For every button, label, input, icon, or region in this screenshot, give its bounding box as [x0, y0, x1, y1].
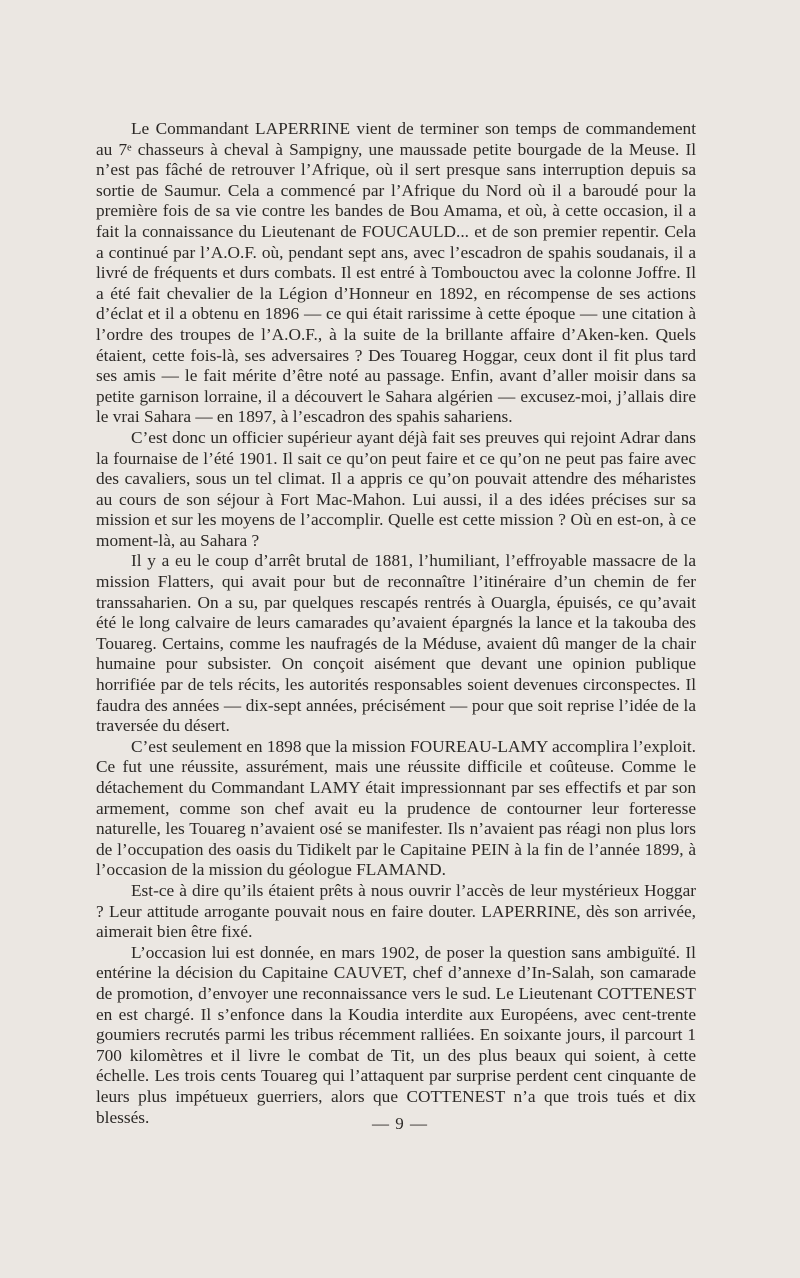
paragraph-6: L’occasion lui est donnée, en mars 1902, de poser la question sans ambiguïté. Il entérine la décision du Capitaine CAUVET, chef d’annexe d’In-Salah, son camarade de promotion, d’envoyer une reconnaissance vers le sud. Le Lieutenant COTTENEST en est chargé. Il s’enfonce dans la Koudia interdite aux Européens, avec cent-trente goumiers recrutés parmi les tribus récemment ralliées. En soixante jours, il parcourt 1 700 kilomètres et il livre le combat de Tit, un des plus beaux qui soient, à cette échelle. Les trois cents Touareg qui l’attaquent par surprise perdent cent cinquante de leurs plus impétueux guerriers, alors que COTTENEST n’a que trois tués et dix blessés.	[96, 942, 696, 1127]
body-text	[96, 119, 696, 1128]
paragraph-5: Est-ce à dire qu’ils étaient prêts à nous ouvrir l’accès de leur mystérieux Hoggar ? Leur attitude arrogante pouvait nous en faire douter. LAPERRINE, dès son arrivée, aimerait bien être fixé.	[96, 880, 696, 942]
paragraph-3: Il y a eu le coup d’arrêt brutal de 1881, l’humiliant, l’effroyable massacre de la mission Flatters, qui avait pour but de reconnaître l’itinéraire d’un chemin de fer transsaharien. On a su, par quelques rescapés rentrés à Ouargla, épuisés, ce qu’avait été le long calvaire de leurs camarades qu’avaient épargnés la lance et la takouba des Touareg. Certains, comme les naufragés de la Méduse, avaient dû manger de la chair humaine pour subsister. On conçoit aisément que devant une opinion publique horrifiée par de tels récits, les autorités responsables soient devenues circonspectes. Il faudra des années — dix-sept années, précisément — pour que soit reprise l’idée de la traversée du désert.	[96, 551, 696, 736]
page-number: — 9 —	[372, 1114, 428, 1133]
paragraph-4: C’est seulement en 1898 que la mission FOUREAU-LAMY accomplira l’exploit. Ce fut une réussite, assurément, mais une réussite difficile et coûteuse. Comme le détachement du Commandant LAMY était impressionnant par ses effectifs et par son armement, comme son chef avait eu la prudence de contourner leur forteresse naturelle, les Touareg n’avaient osé se manifester. Ils n’avaient pas réagi non plus lors de l’occupation des oasis du Tidikelt par le Capitaine PEIN à la fin de l’année 1899, à l’occasion de la mission du géologue FLAMAND.	[96, 736, 696, 880]
paragraph-1: Le Commandant LAPERRINE vient de terminer son temps de commandement au 7ᵉ chasseurs à cheval à Sampigny, une maussade petite bourgade de la Meuse. Il n’est pas fâché de retrouver l’Afrique, où il sert presque sans interruption depuis sa sortie de Saumur. Cela a commencé par l’Afrique du Nord où il a baroudé pour la première fois de sa vie contre les bandes de Bou Amama, et où, à cette occasion, il a fait la connaissance du Lieutenant de FOUCAULD... et de son premier repentir. Cela a continué par l’A.O.F. où, pendant sept ans, avec l’escadron de spahis soudanais, il a livré de fréquents et durs combats. Il est entré à Tombouctou avec la colonne Joffre. Il a été fait chevalier de la Légion d’Honneur en 1892, en récompense de ses actions d’éclat et il a obtenu en 1896 — ce qui était rarissime à cette époque — une citation à l’ordre des troupes de l’A.O.F., à la suite de la brillante affaire d’Aken-ken. Quels étaient, cette fois-là, ses adversaires ? Des Touareg Hoggar, ceux dont il fit plus tard ses amis — le fait mérite d’être noté au passage. Enfin, avant d’aller moisir dans sa petite garnison lorraine, il a découvert le Sahara algérien — excusez-moi, j’allais dire le vrai Sahara — en 1897, à l’escadron des spahis sahariens.	[96, 119, 696, 427]
paragraph-2: C’est donc un officier supérieur ayant déjà fait ses preuves qui rejoint Adrar dans la fournaise de l’été 1901. Il sait ce qu’on peut faire et ce qu’on ne peut pas faire avec des cavaliers, sous un tel climat. Il a appris ce qu’on pouvait attendre des méharistes au cours de son séjour à Fort Mac-Mahon. Lui aussi, il a des idées précises sur sa mission et sur les moyens de l’accomplir. Quelle est cette mission ? Où en est-on, à ce moment-là, au Sahara ?	[96, 427, 696, 550]
